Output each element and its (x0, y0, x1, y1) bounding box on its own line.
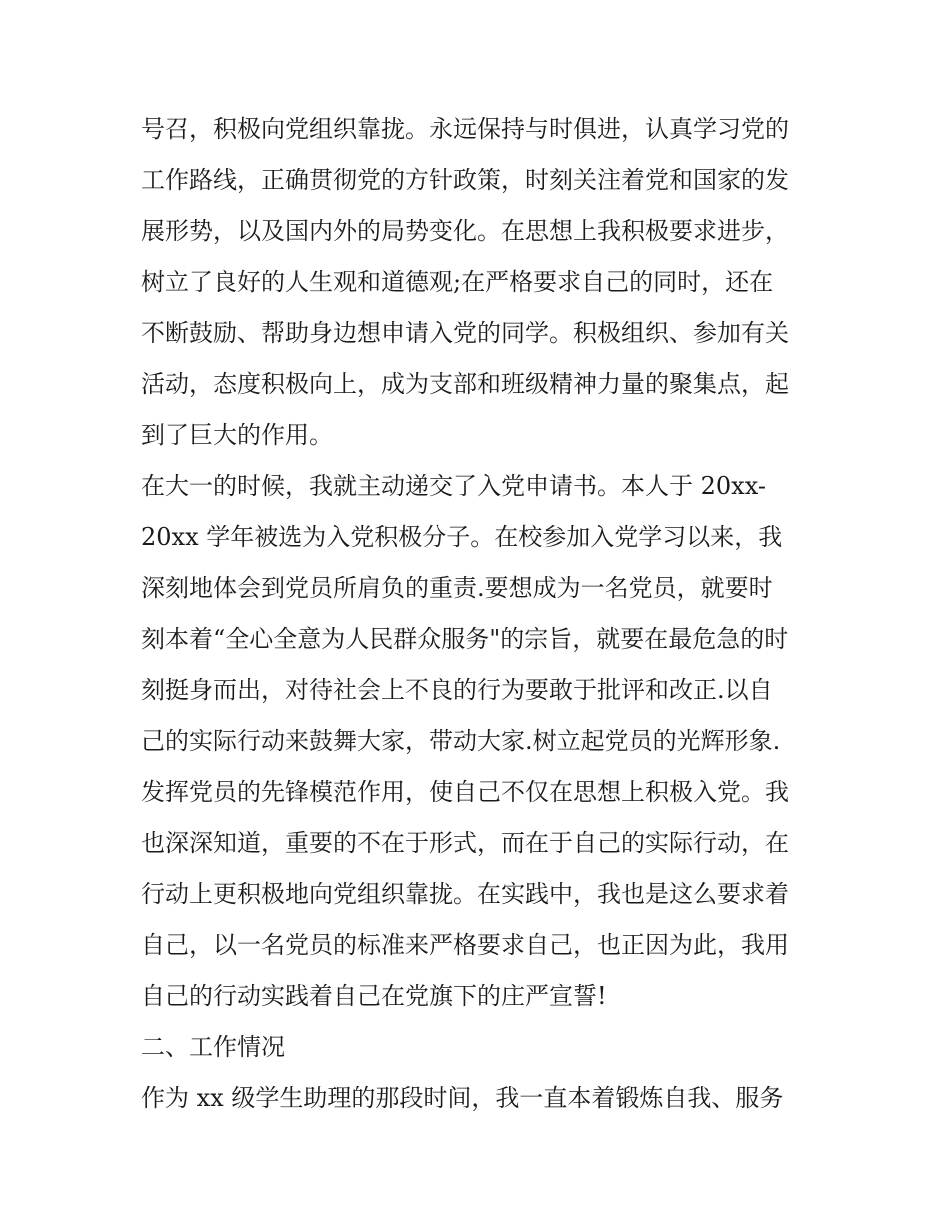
text-line: 刻挺身而出，对待社会上不良的行为要敢于批评和改正.以自 (141, 676, 773, 704)
text-line: 行动上更积极地向党组织靠拢。在实践中，我也是这么要求着 (141, 880, 789, 908)
section-heading: 二、工作情况 (141, 1033, 285, 1061)
text-line: 20xx 学年被选为入党积极分子。在校参加入党学习以来，我 (141, 523, 783, 551)
text-line: 不断鼓励、帮助身边想申请入党的同学。积极组织、参加有关 (141, 319, 789, 347)
text-line: 展形势，以及国内外的局势变化。在思想上我积极要求进步， (141, 217, 789, 245)
text-line: 自己，以一名党员的标准来严格要求自己，也正因为此，我用 (141, 931, 789, 959)
text-line: 也深深知道，重要的不在于形式，而在于自己的实际行动，在 (141, 829, 789, 857)
document-body (141, 104, 821, 1124)
text-line: 己的实际行动来鼓舞大家，带动大家.树立起党员的光辉形象. (141, 727, 781, 755)
text-line: 深刻地体会到党员所肩负的重责.要想成为一名党员，就要时 (141, 574, 773, 602)
text-line: 在大一的时候，我就主动递交了入党申请书。本人于 20xx- (141, 472, 766, 500)
text-line: 作为 xx 级学生助理的那段时间，我一直本着锻炼自我、服务 (141, 1084, 784, 1112)
text-line: 发挥党员的先锋模范作用，使自己不仅在思想上积极入党。我 (141, 778, 789, 806)
text-line: 到了巨大的作用。 (141, 421, 333, 449)
text-line: 刻本着“全心全意为人民群众服务"的宗旨，就要在最危急的时 (141, 625, 789, 653)
text-line: 树立了良好的人生观和道德观;在严格要求自己的同时，还在 (141, 268, 774, 296)
text-line: 号召，积极向党组织靠拢。永远保持与时俱进，认真学习党的 (141, 115, 789, 143)
text-line: 工作路线，正确贯彻党的方针政策，时刻关注着党和国家的发 (141, 166, 789, 194)
text-line: 活动，态度积极向上，成为支部和班级精神力量的聚集点，起 (141, 370, 789, 398)
text-line: 自己的行动实践着自己在党旗下的庄严宣誓! (141, 982, 607, 1010)
